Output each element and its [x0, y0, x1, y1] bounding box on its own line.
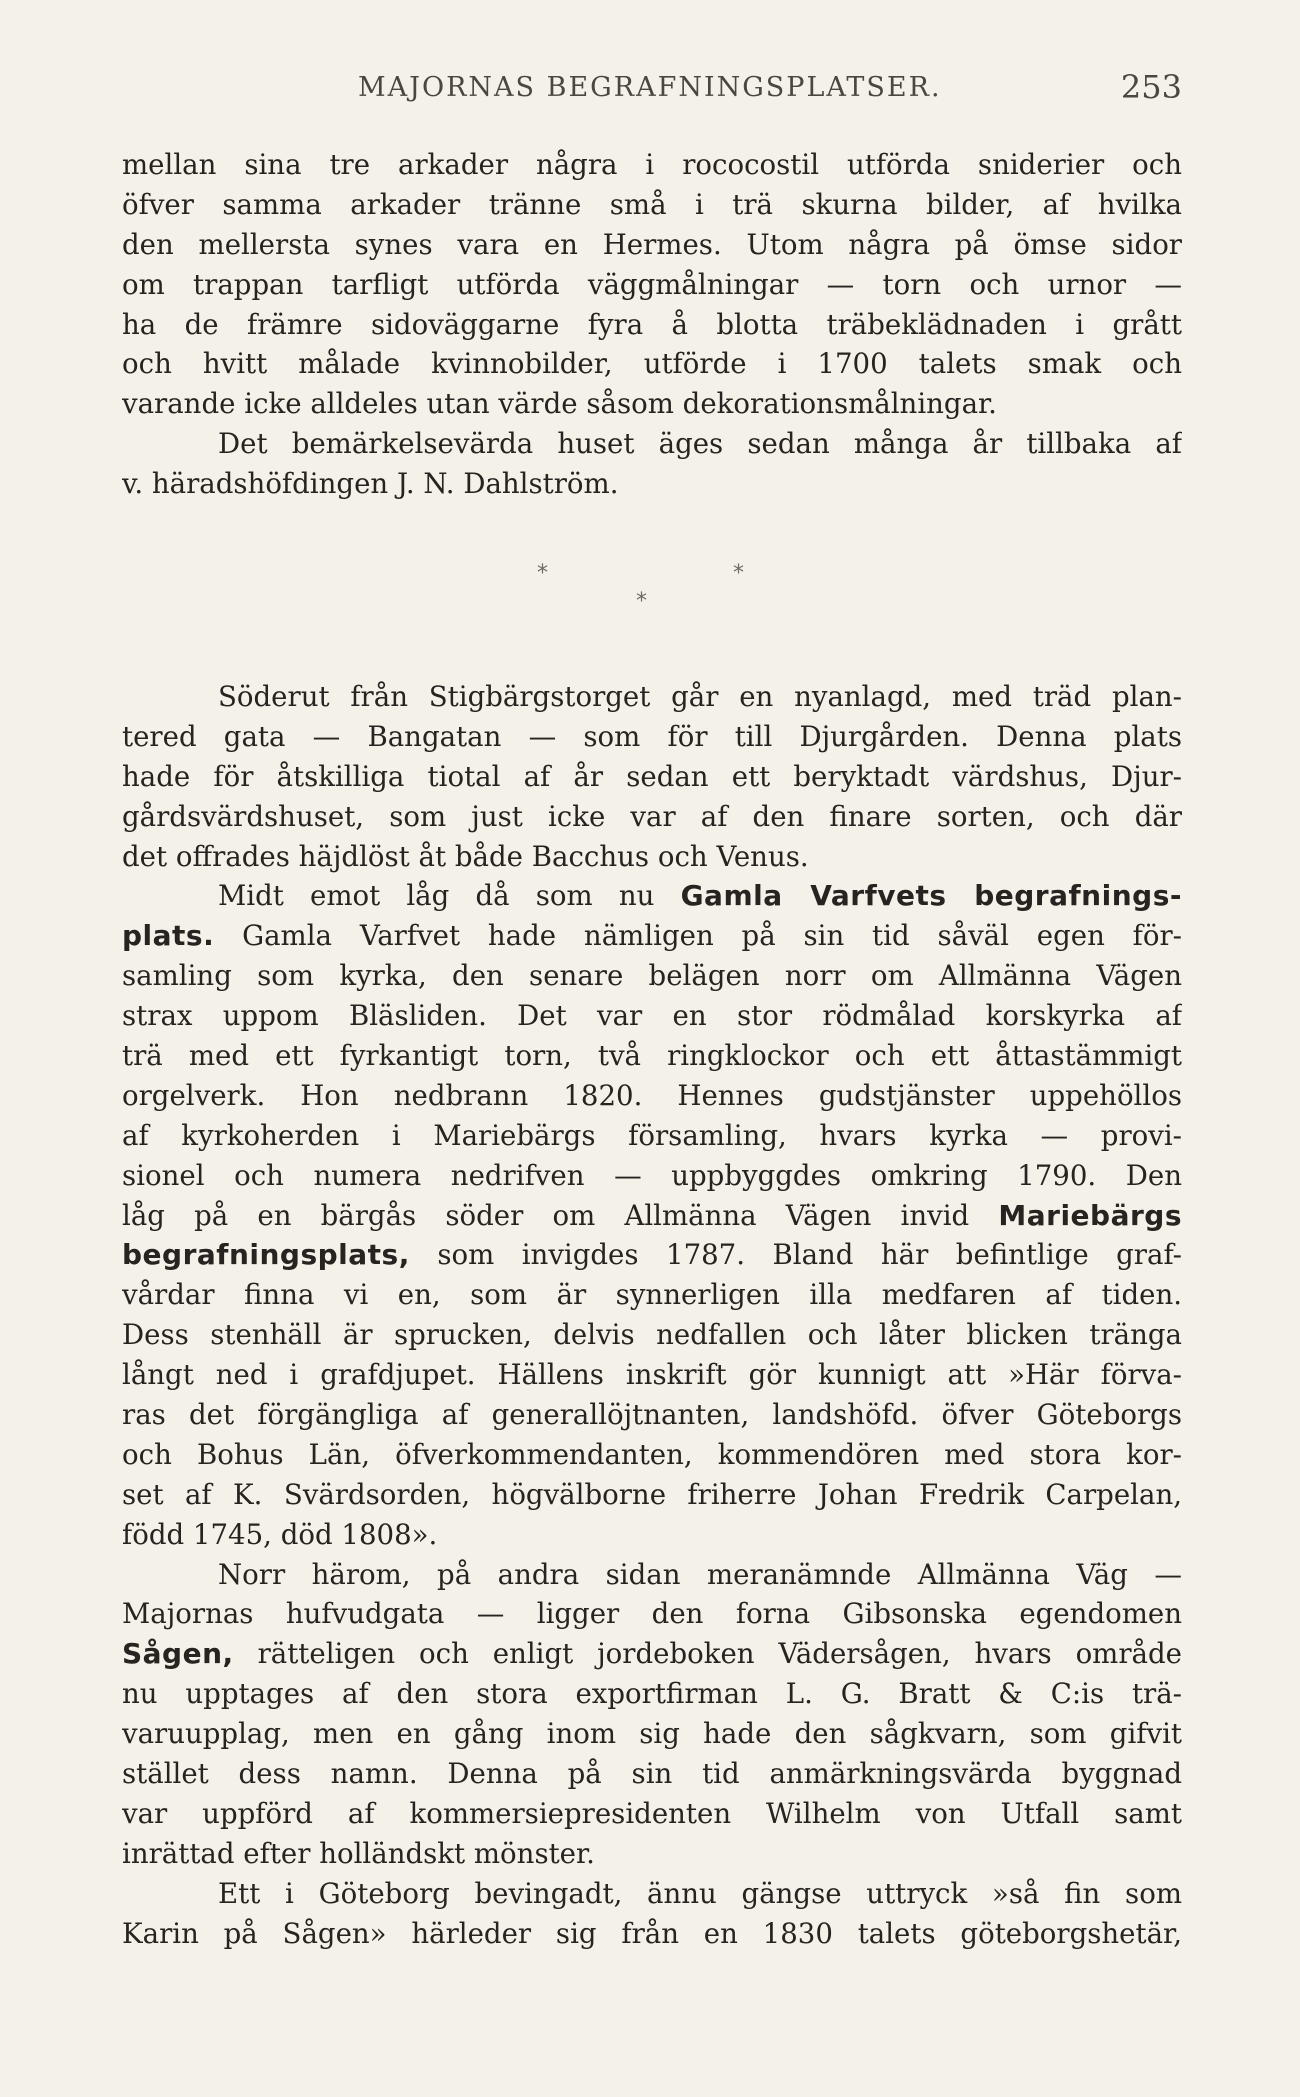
- asterisk-ornament: *: [537, 561, 548, 586]
- text-line: set af K. Svärdsorden, högvälborne friherre Johan Fredrik Carpelan,: [122, 1477, 1182, 1511]
- bold-term-begrafningsplats: begrafningsplats,: [122, 1238, 410, 1272]
- text-line: det offrades häjdlöst åt både Bacchus och Venus.: [122, 839, 809, 873]
- text-line: [122, 1235, 1182, 1275]
- text-line: nu upptages af den stora exportfirman L. G. Bratt & C:is trä-: [122, 1677, 1182, 1711]
- text-line: strax uppom Bläsliden. Det var en stor rödmålad korskyrka af: [122, 999, 1182, 1033]
- text-line: Ett i Göteborg bevingadt, ännu gängse uttryck »så fin som: [218, 1876, 1182, 1910]
- paragraph-house-description: [122, 145, 1182, 504]
- section-separator: [0, 555, 1300, 625]
- text-line: Karin på Sågen» härleder sig från en 1830 talets göteborgshetär,: [122, 1916, 1182, 1950]
- text-line: Dess stenhäll är sprucken, delvis nedfallen och låter blicken tränga: [122, 1318, 1182, 1352]
- bold-term-sagen: Sågen,: [122, 1637, 234, 1671]
- asterisk-ornament: *: [636, 589, 647, 614]
- text-line: [122, 1196, 1182, 1236]
- text-line: stället dess namn. Denna på sin tid anmärkningsvärda byggnad: [122, 1757, 1182, 1791]
- text-line: Det bemärkelsevärda huset äges sedan många år tillbaka af: [218, 427, 1182, 461]
- text-fragment: rätteligen och enligt jordeboken Vädersågen, hvars område: [257, 1637, 1182, 1671]
- page-number: 253: [1120, 68, 1182, 106]
- text-line: varande icke alldeles utan värde såsom dekorationsmålningar.: [122, 387, 997, 421]
- text-line: Norr härom, på andra sidan meranämnde Allmänna Väg —: [218, 1557, 1182, 1591]
- text-line: sionel och numera nedrifven — uppbyggdes omkring 1790. Den: [122, 1158, 1182, 1192]
- text-line: v. häradshöfdingen J. N. Dahlström.: [122, 467, 619, 501]
- bold-term-plats: plats.: [122, 919, 215, 953]
- text-line: och hvitt målade kvinnobilder, utförde i 1700 talets smak och: [122, 347, 1182, 381]
- bold-term-gamla-varfvet: Gamla Varfvets begrafnings-: [680, 879, 1182, 913]
- text-line: Söderut från Stigbärgstorget går en nyanlagd, med träd plan-: [218, 680, 1182, 713]
- paragraph-cemeteries: [122, 677, 1182, 1954]
- text-line: var uppförd af kommersiepresidenten Wilhelm von Utfall samt: [122, 1796, 1182, 1830]
- text-line: [122, 876, 1182, 916]
- text-line: öfver samma arkader tränne små i trä skurna bilder, af hvilka: [122, 187, 1182, 221]
- text-line: trä med ett fyrkantigt torn, två ringklockor och ett åttastämmigt: [122, 1039, 1182, 1073]
- text-line: den mellersta synes vara en Hermes. Utom några på ömse sidor: [122, 227, 1182, 261]
- text-line: född 1745, död 1808».: [122, 1517, 438, 1551]
- text-line: ha de främre sidoväggarne fyra å blotta träbeklädnaden i grått: [122, 307, 1182, 341]
- text-line: mellan sina tre arkader några i rococostil utförda sniderier och: [122, 148, 1182, 181]
- text-line: samling som kyrka, den senare belägen norr om Allmänna Vägen: [122, 959, 1182, 993]
- text-line: [122, 1634, 1182, 1674]
- text-line: ras det förgängliga af generallöjtnanten, landshöfd. öfver Göteborgs: [122, 1398, 1182, 1432]
- text-line: inrättad efter holländskt mönster.: [122, 1836, 595, 1870]
- running-head: [122, 68, 1182, 112]
- text-line: tered gata — Bangatan — som för till Djurgården. Denna plats: [122, 719, 1182, 753]
- text-line: gårdsvärdshuset, som just icke var af den finare sorten, och där: [122, 799, 1182, 833]
- text-line: långt ned i grafdjupet. Hällens inskrift gör kunnigt att »Här förva-: [122, 1358, 1182, 1392]
- text-fragment: Midt emot låg då som nu: [218, 879, 655, 913]
- running-title: MAJORNAS BEGRAFNINGSPLATSER.: [358, 72, 942, 103]
- text-fragment: Gamla Varfvet hade nämligen på sin tid såväl egen för-: [242, 919, 1182, 953]
- text-line: hade för åtskilliga tiotal af år sedan ett beryktadt värdshus, Djur-: [122, 759, 1182, 793]
- bold-term-mariebargs: Mariebärgs: [998, 1198, 1182, 1232]
- text-line: Majornas hufvudgata — ligger den forna Gibsonska egendomen: [122, 1597, 1182, 1631]
- text-line: och Bohus Län, öfverkommendanten, kommendören med stora kor-: [122, 1437, 1182, 1471]
- text-line: [122, 916, 1182, 956]
- text-line: vårdar finna vi en, som är synnerligen illa medfaren af tiden.: [122, 1278, 1182, 1312]
- text-line: varuupplag, men en gång inom sig hade den sågkvarn, som gifvit: [122, 1717, 1182, 1751]
- text-line: orgelverk. Hon nedbrann 1820. Hennes gudstjänster uppehöllos: [122, 1078, 1182, 1112]
- text-fragment: låg på en bärgås söder om Allmänna Vägen invid: [122, 1198, 970, 1232]
- asterisk-ornament: *: [733, 561, 744, 586]
- text-line: om trappan tarfligt utförda väggmålningar — torn och urnor —: [122, 267, 1182, 301]
- text-line: af kyrkoherden i Mariebärgs församling, hvars kyrka — provi-: [122, 1118, 1182, 1152]
- text-fragment: som invigdes 1787. Bland här befintlige graf-: [437, 1238, 1182, 1272]
